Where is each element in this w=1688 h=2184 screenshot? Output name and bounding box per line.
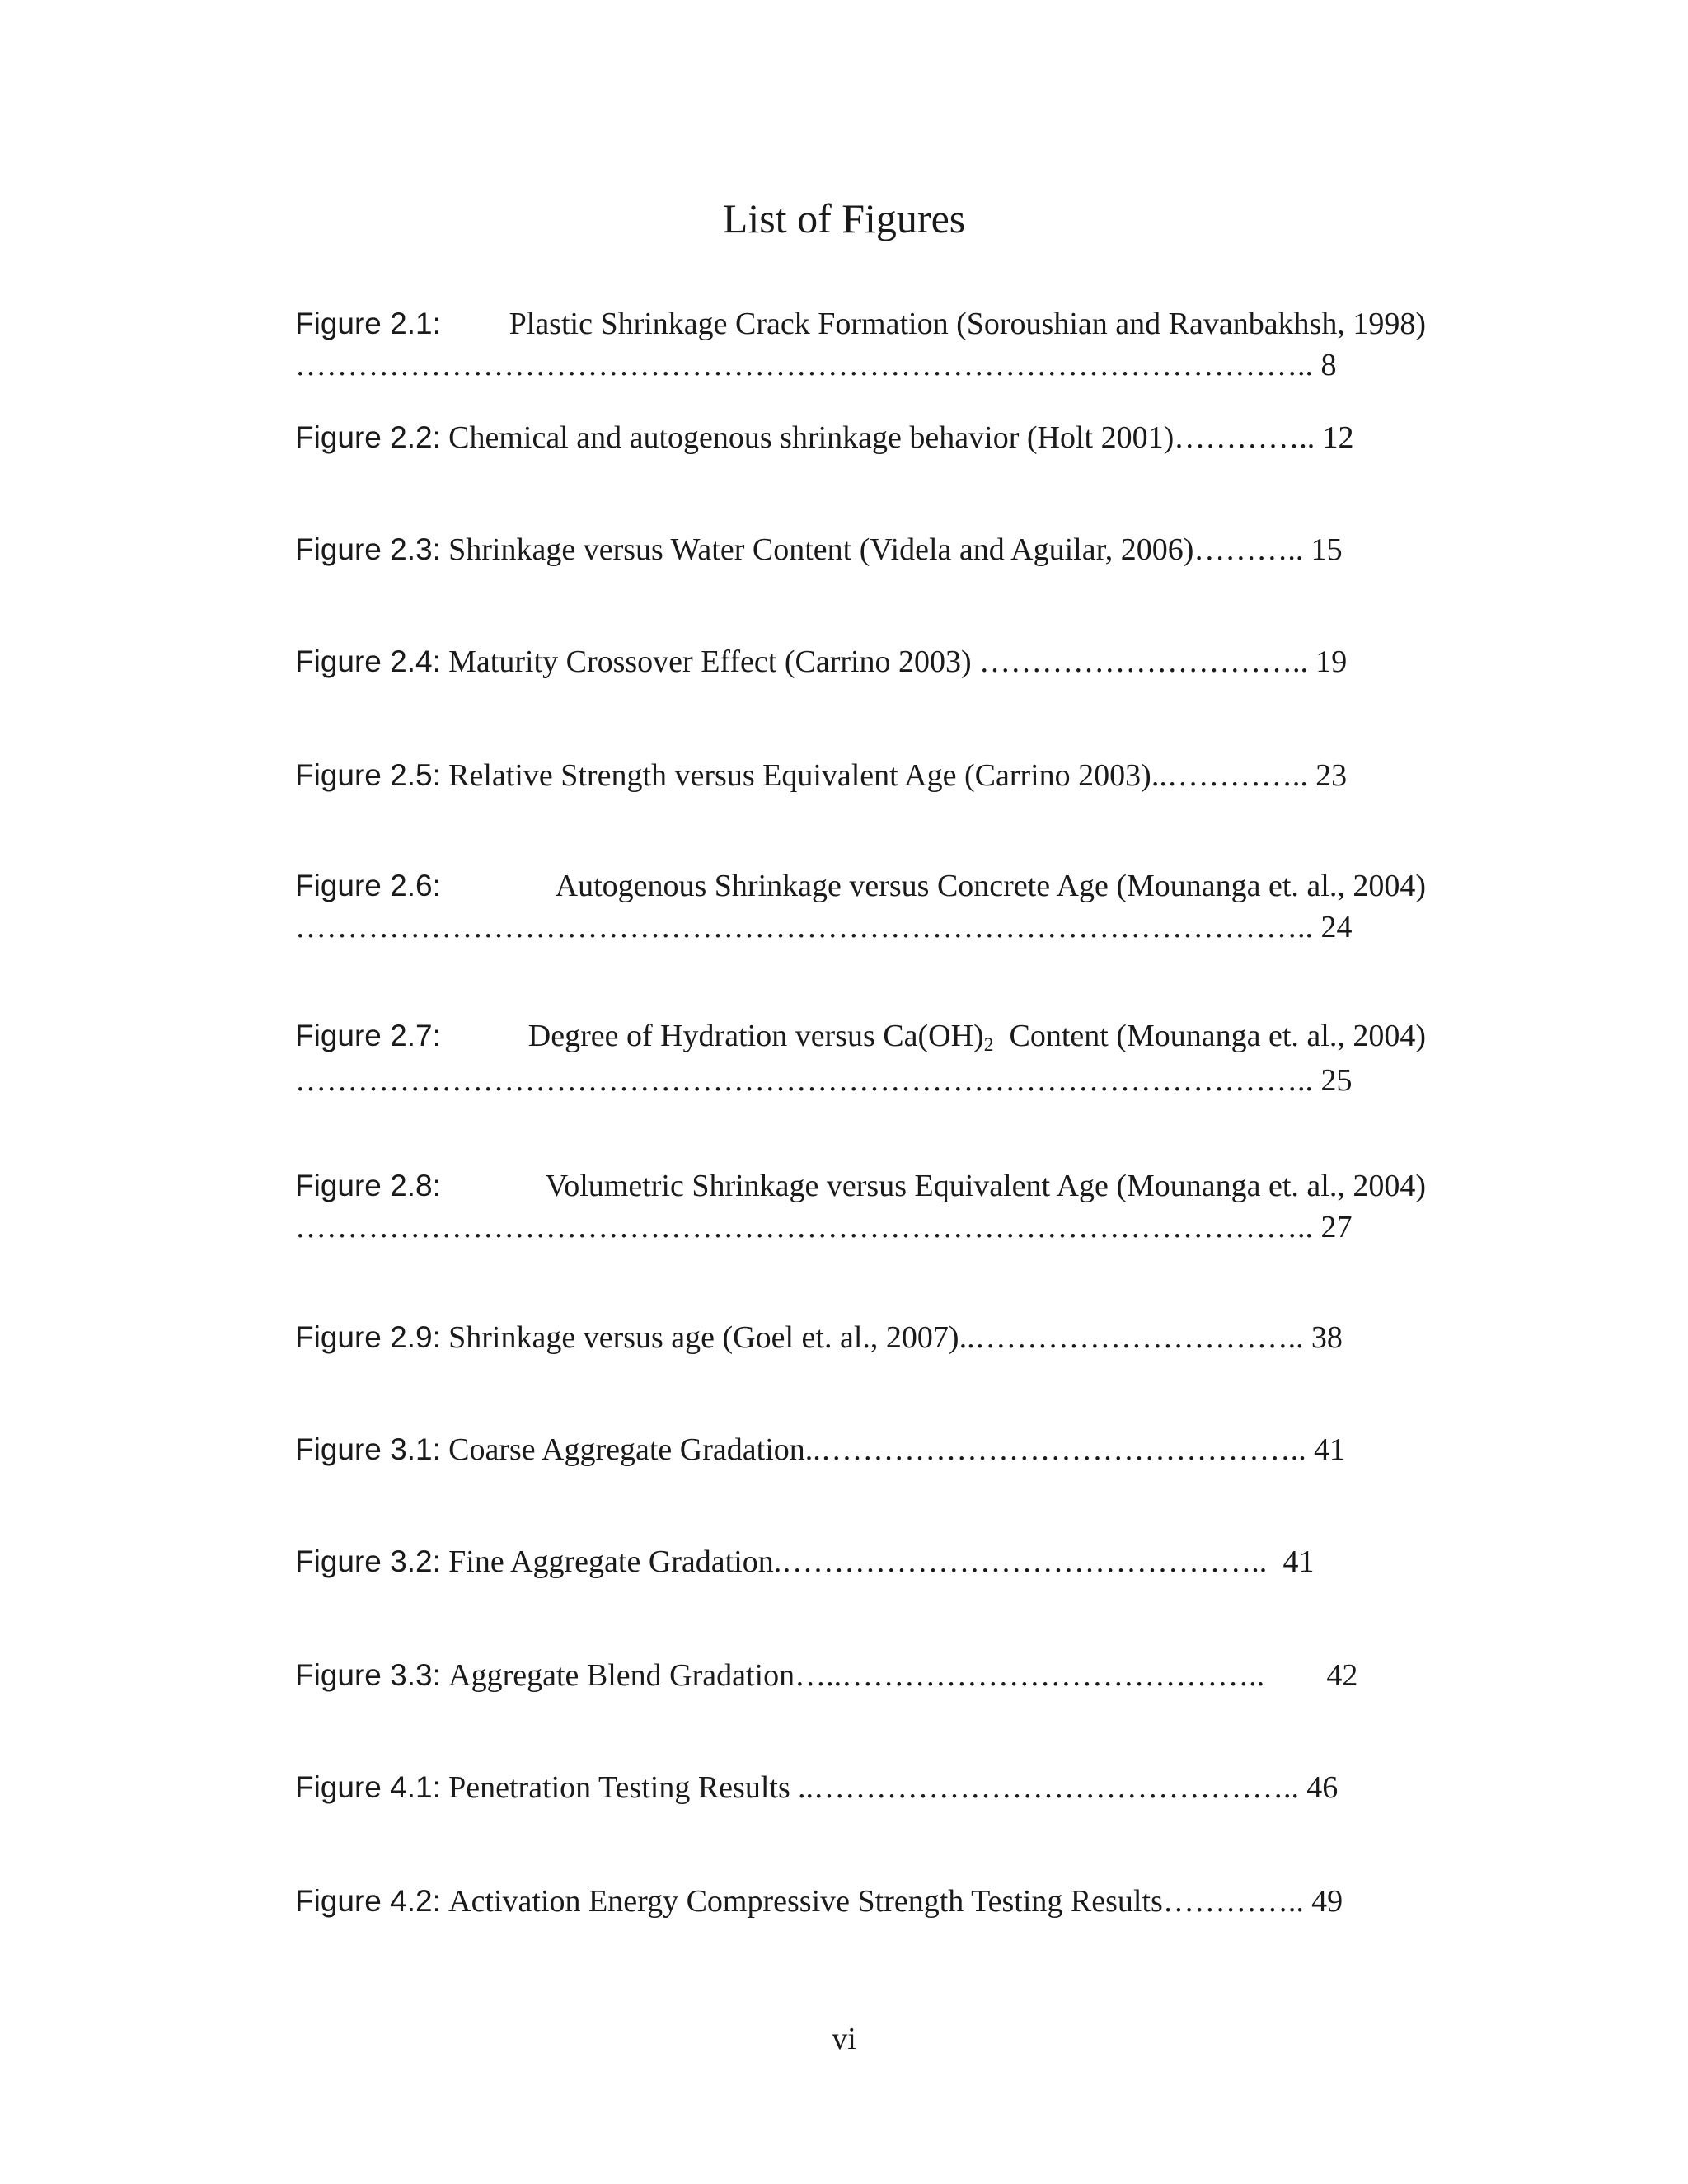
figure-title: Penetration Testing Results [448, 1770, 790, 1805]
page-ref: 42 [1326, 1658, 1358, 1693]
figure-title-part: Degree of Hydration versus Ca(OH) [528, 1019, 984, 1053]
figure-title: Autogenous Shrinkage versus Concrete Age (Mounanga et. al., 2004) [555, 869, 1426, 903]
page-ref: 38 [1311, 1320, 1343, 1355]
page-ref: 27 [1320, 1210, 1353, 1244]
toc-entry-figure-2-9[interactable] [295, 1322, 1343, 1353]
figure-label: Figure 2.3: [295, 532, 441, 566]
figure-title: Volumetric Shrinkage versus Equivalent Age (Mounanga et. al., 2004) [545, 1169, 1426, 1203]
dot-leader: ………….. [1174, 420, 1315, 455]
figure-title: Coarse Aggregate Gradation [448, 1432, 805, 1467]
page-ref: 12 [1322, 420, 1354, 455]
toc-entry-figure-2-1[interactable] [295, 308, 1426, 381]
figure-title: Shrinkage versus Water Content (Videla and Aguilar, 2006) [448, 532, 1194, 567]
figure-title: Aggregate Blend Gradation [448, 1658, 795, 1693]
toc-entry-figure-2-3[interactable] [295, 534, 1343, 565]
page-ref: 23 [1315, 758, 1348, 793]
toc-entry-figure-2-5[interactable] [295, 760, 1347, 791]
figure-label: Figure 3.1: [295, 1432, 441, 1466]
figure-label: Figure 4.1: [295, 1770, 441, 1804]
dot-leader: .……………………………………….. [773, 1544, 1268, 1579]
page-ref: 49 [1311, 1884, 1343, 1919]
toc-entry-figure-2-8[interactable] [295, 1170, 1426, 1243]
figure-title: Fine Aggregate Gradation [448, 1544, 774, 1579]
page-ref: 15 [1311, 532, 1343, 567]
dot-leader: ………….. [1162, 1884, 1304, 1919]
figure-title: Activation Energy Compressive Strength Testing Results [448, 1884, 1163, 1919]
dot-leader: …………………………………………………………………………………….. [295, 348, 1313, 382]
toc-entry-figure-2-2[interactable] [295, 422, 1353, 453]
dot-leader: ..………….. [1151, 758, 1308, 793]
page-number: vi [832, 2022, 856, 2056]
dot-leader: …………………………………………………………………………………….. [295, 910, 1313, 944]
figure-label: Figure 2.5: [295, 758, 441, 792]
toc-entry-figure-4-2[interactable] [295, 1886, 1343, 1917]
dot-leader: …………………………………………………………………………………….. [295, 1063, 1313, 1099]
figure-label: Figure 3.3: [295, 1658, 441, 1692]
figure-label: Figure 2.6: [295, 869, 441, 902]
page-ref: 24 [1320, 910, 1353, 944]
figure-title [528, 1020, 1426, 1055]
toc-entry-figure-3-1[interactable] [295, 1434, 1345, 1465]
figure-label: Figure 2.4: [295, 644, 441, 678]
figure-title: Maturity Crossover Effect (Carrino 2003) [448, 644, 972, 679]
figure-label: Figure 2.2: [295, 420, 441, 454]
page-ref: 46 [1306, 1770, 1339, 1805]
dot-leader: ………………………….. [978, 644, 1308, 679]
toc-entry-figure-2-6[interactable] [295, 870, 1426, 943]
figure-title-part: Content (Mounanga et. al., 2004) [1009, 1019, 1426, 1053]
toc-entry-figure-4-1[interactable] [295, 1772, 1338, 1803]
figure-title: Chemical and autogenous shrinkage behavior (Holt 2001) [448, 420, 1175, 455]
toc-entry-figure-2-7[interactable] [295, 1019, 1426, 1099]
page-ref: 25 [1320, 1063, 1353, 1099]
page-ref: 8 [1320, 348, 1337, 382]
figure-label: Figure 2.9: [295, 1320, 441, 1354]
toc-entry-figure-3-3[interactable] [295, 1660, 1357, 1691]
subscript: 2 [983, 1033, 994, 1056]
figure-title: Relative Strength versus Equivalent Age (Carrino 2003) [448, 758, 1151, 793]
dot-leader: …..………………………………….. [795, 1658, 1265, 1693]
figure-title: Plastic Shrinkage Crack Formation (Soroushian and Ravanbakhsh, 1998) [509, 307, 1426, 341]
dot-leader: ..……………………………………….. [804, 1432, 1306, 1467]
dot-leader: ……….. [1193, 532, 1304, 567]
page-title: List of Figures [722, 195, 966, 241]
page-ref: 41 [1314, 1432, 1345, 1467]
toc-entry-figure-2-4[interactable] [295, 646, 1347, 677]
figure-label: Figure 4.2: [295, 1884, 441, 1918]
page-ref: 19 [1315, 644, 1348, 679]
toc-entry-figure-3-2[interactable] [295, 1546, 1315, 1577]
figure-label: Figure 2.1: [295, 307, 441, 340]
dot-leader: ..……………………………………….. [797, 1770, 1299, 1805]
figure-label: Figure 2.8: [295, 1169, 441, 1202]
figure-title: Shrinkage versus age (Goel et. al., 2007) [448, 1320, 959, 1355]
dot-leader: …………………………………………………………………………………….. [295, 1210, 1313, 1244]
figure-label: Figure 3.2: [295, 1544, 441, 1578]
page-ref: 41 [1282, 1544, 1315, 1579]
dot-leader: ..………………………….. [959, 1320, 1304, 1355]
figure-label: Figure 2.7: [295, 1019, 441, 1052]
